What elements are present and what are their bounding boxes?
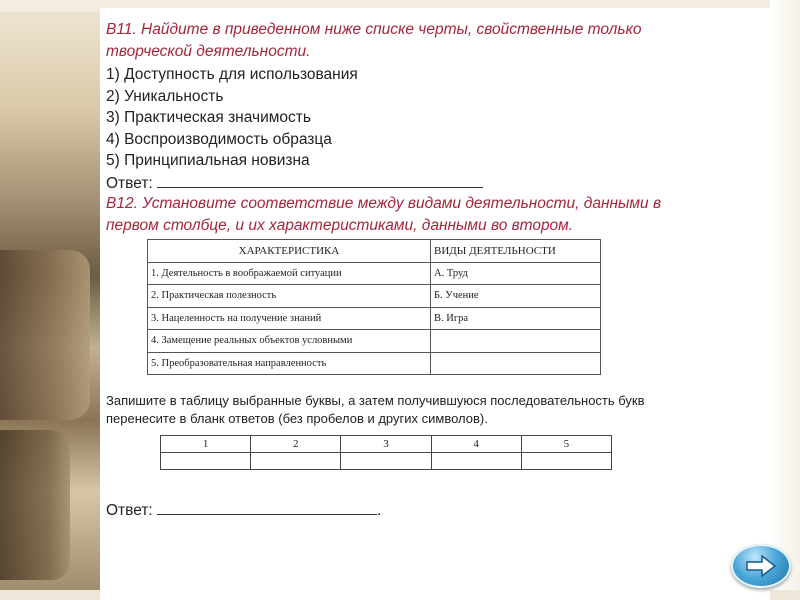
table-cell: 1. Деятельность в воображаемой ситуации bbox=[148, 262, 431, 285]
table-cell bbox=[431, 330, 601, 353]
b11-answer-label: Ответ: bbox=[106, 175, 153, 192]
answer-input-row bbox=[161, 453, 612, 470]
b11-option-1: 1) Доступность для использования bbox=[106, 66, 358, 83]
b11-option-5: 5) Принципиальная новизна bbox=[106, 152, 310, 169]
table-cell bbox=[431, 352, 601, 375]
b11-option-3: 3) Практическая значимость bbox=[106, 109, 311, 126]
arrow-right-icon bbox=[745, 554, 777, 578]
b12-answer-blank[interactable] bbox=[157, 500, 377, 515]
table-row bbox=[148, 307, 601, 330]
b12-question-title: B12. Установите соответствие между видами деятельности, данными в bbox=[106, 195, 662, 212]
b12-answer-period: . bbox=[377, 502, 382, 519]
b11-answer-blank[interactable] bbox=[157, 173, 483, 188]
next-slide-button[interactable] bbox=[731, 544, 791, 588]
b12-instruction: Запишите в таблицу выбранные буквы, а затем получившуюся последовательность букв bbox=[106, 393, 645, 408]
answer-cell[interactable] bbox=[521, 453, 611, 470]
table-row bbox=[148, 285, 601, 308]
answer-column-number: 1 bbox=[161, 436, 251, 453]
answer-column-number: 3 bbox=[341, 436, 431, 453]
background-books bbox=[0, 0, 108, 600]
b11-answer-line bbox=[106, 173, 483, 194]
table-row bbox=[148, 262, 601, 285]
answer-column-number: 5 bbox=[521, 436, 611, 453]
b12-answer-line bbox=[106, 500, 381, 521]
b11-option-4: 4) Воспроизводимость образца bbox=[106, 131, 332, 148]
answer-cell[interactable] bbox=[161, 453, 251, 470]
answer-table bbox=[160, 435, 612, 470]
answer-header-row bbox=[161, 436, 612, 453]
table-header-row bbox=[148, 240, 601, 263]
book-spine-image bbox=[0, 430, 70, 580]
b12-instruction-cont: перенесите в бланк ответов (без пробелов и других символов). bbox=[106, 411, 488, 426]
answer-cell[interactable] bbox=[251, 453, 341, 470]
answer-cell[interactable] bbox=[431, 453, 521, 470]
b11-question-title: B11. Найдите в приведенном ниже списке черты, свойственные только bbox=[106, 21, 642, 38]
table-cell: В. Игра bbox=[431, 307, 601, 330]
header-activity-types: ВИДЫ ДЕЯТЕЛЬНОСТИ bbox=[431, 240, 601, 263]
b12-question-title-cont: первом столбце, и их характеристиками, данными во втором. bbox=[106, 217, 574, 234]
answer-column-number: 4 bbox=[431, 436, 521, 453]
table-cell: 2. Практическая полезность bbox=[148, 285, 431, 308]
table-cell: А. Труд bbox=[431, 262, 601, 285]
table-cell: 3. Нацеленность на получение знаний bbox=[148, 307, 431, 330]
b12-answer-label: Ответ: bbox=[106, 502, 153, 519]
b11-option-2: 2) Уникальность bbox=[106, 88, 224, 105]
answer-cell[interactable] bbox=[341, 453, 431, 470]
book-spine-image bbox=[0, 250, 90, 420]
b11-question-title-cont: творческой деятельности. bbox=[106, 43, 311, 60]
matching-table bbox=[147, 239, 601, 375]
header-characteristic: ХАРАКТЕРИСТИКА bbox=[148, 240, 431, 263]
table-cell: Б. Учение bbox=[431, 285, 601, 308]
background-right bbox=[770, 0, 800, 600]
table-row bbox=[148, 352, 601, 375]
answer-column-number: 2 bbox=[251, 436, 341, 453]
table-row bbox=[148, 330, 601, 353]
table-cell: 4. Замещение реальных объектов условными bbox=[148, 330, 431, 353]
table-cell: 5. Преобразовательная направленность bbox=[148, 352, 431, 375]
